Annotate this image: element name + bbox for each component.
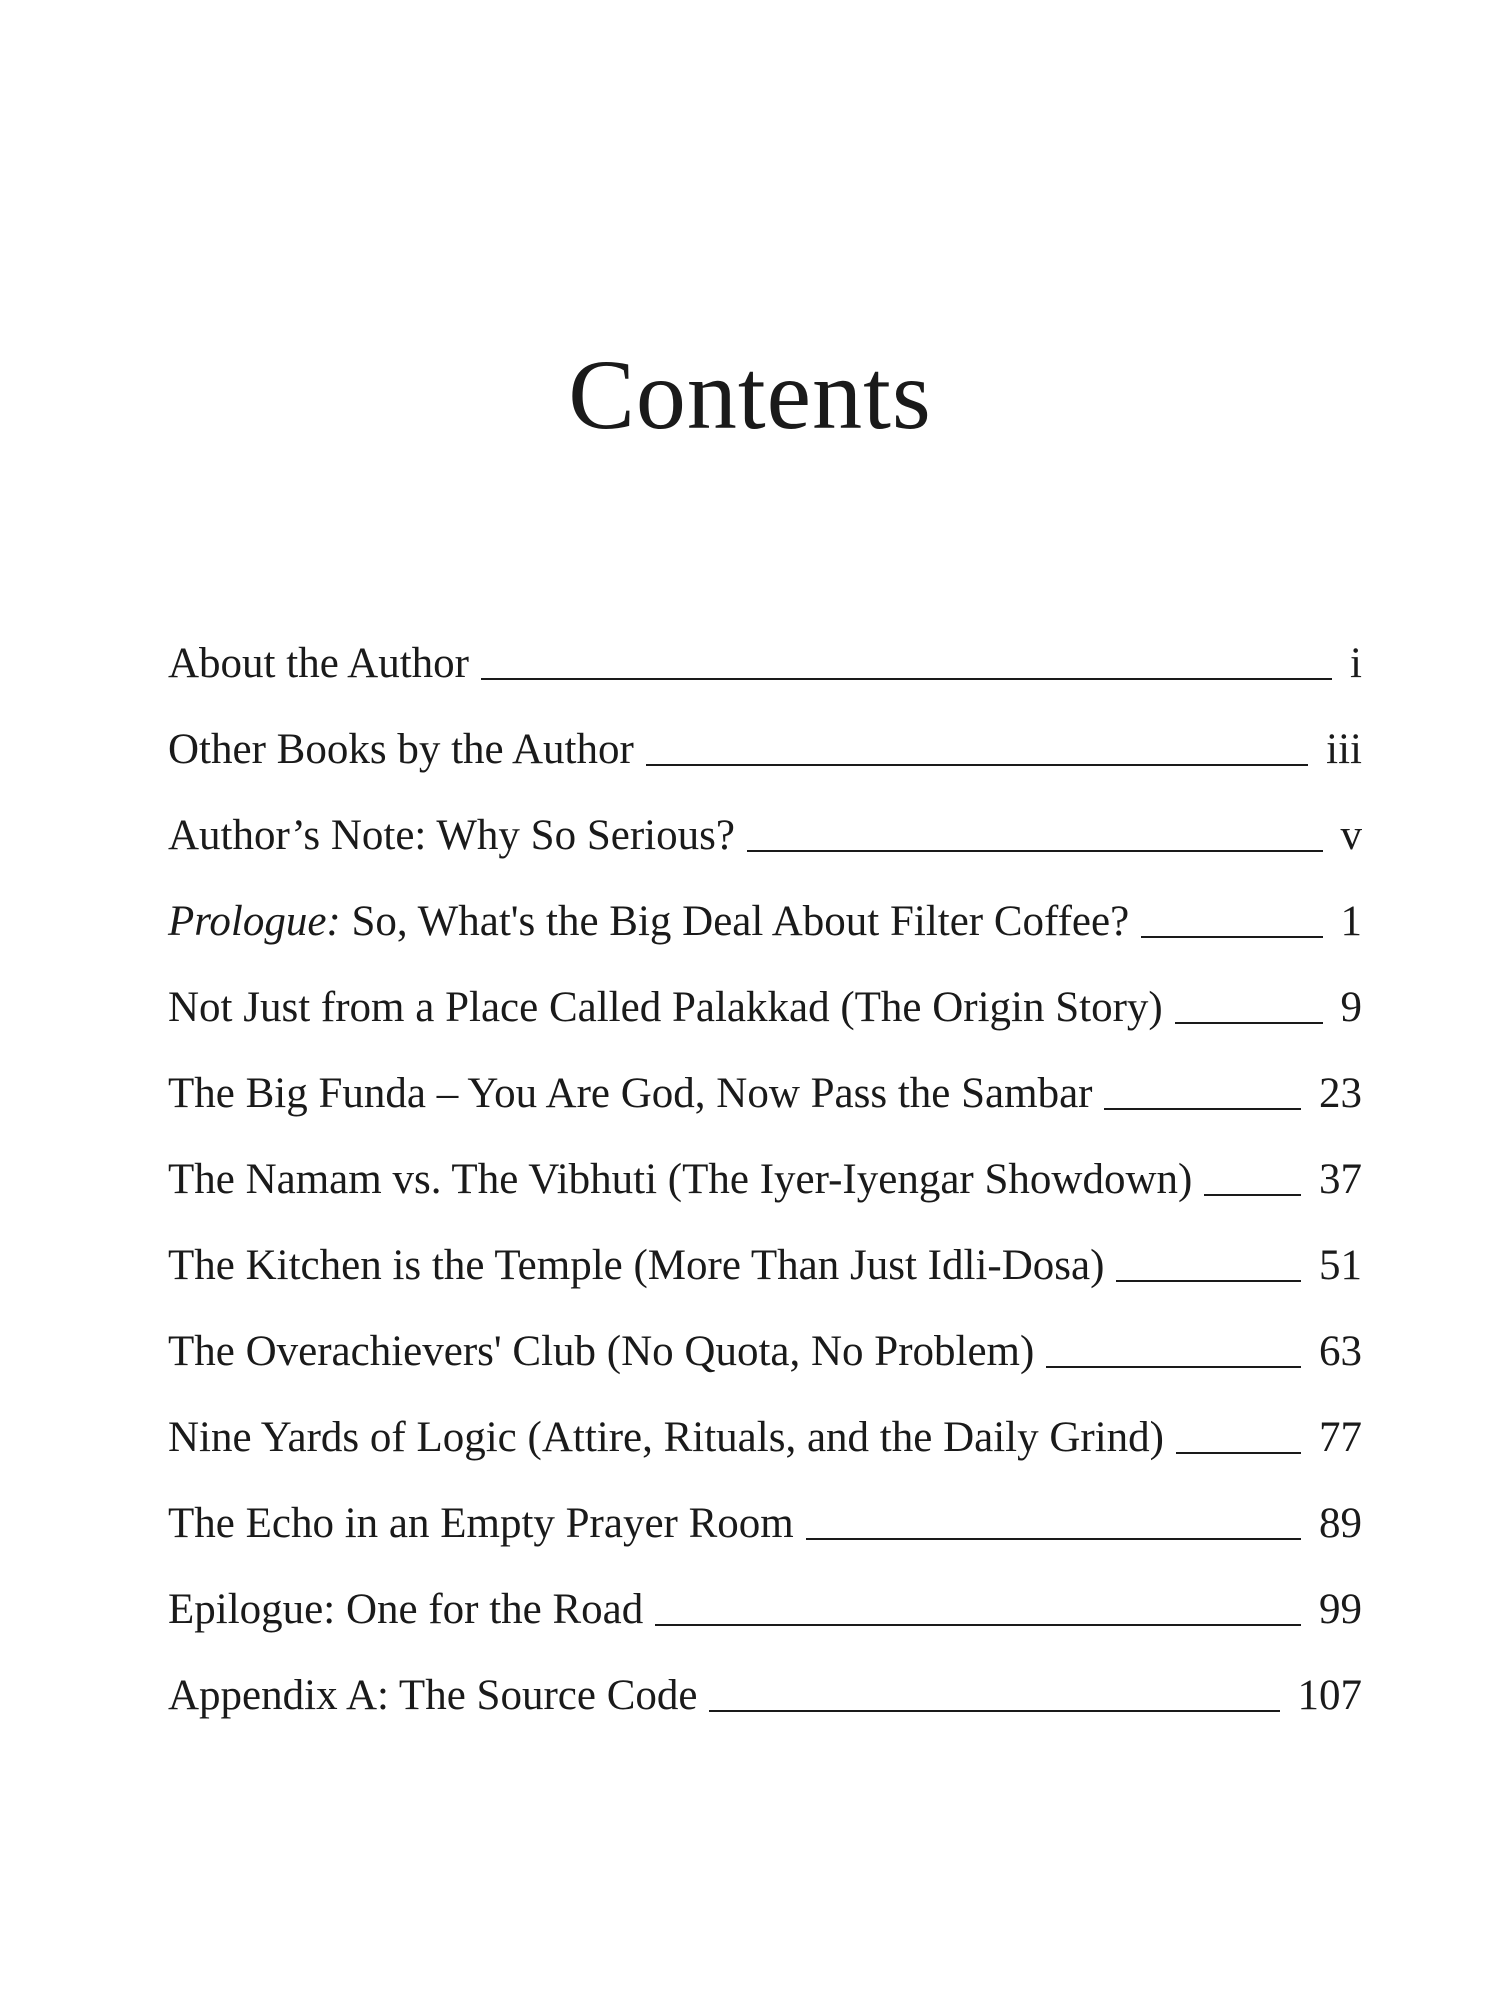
toc-entry-title-text: The Echo in an Empty Prayer Room [168, 1500, 794, 1547]
toc-leader-line [1176, 1451, 1301, 1454]
toc-entry-page: 37 [1319, 1156, 1362, 1203]
toc-entry-title-text: About the Author [168, 640, 469, 687]
toc-entry-epilogue[interactable] [168, 1550, 1362, 1636]
toc-entry-title [168, 1068, 1092, 1120]
toc-leader-line [655, 1623, 1301, 1626]
toc-entry-about-the-author[interactable] [168, 604, 1362, 690]
toc-entry-page: iii [1326, 726, 1362, 773]
toc-entry-title [168, 1154, 1192, 1206]
toc-entry-title [168, 1326, 1034, 1378]
toc-entry-title [168, 810, 735, 862]
toc-entry-page: 77 [1319, 1414, 1362, 1461]
page-title: Contents [568, 339, 932, 450]
toc-leader-line [1116, 1279, 1301, 1282]
toc-entry-title-text: The Big Funda – You Are God, Now Pass the Sambar [168, 1070, 1093, 1117]
toc-entry-page: 51 [1319, 1242, 1362, 1289]
toc-entry-appendix-a[interactable] [168, 1636, 1362, 1722]
toc-entry-title [168, 1240, 1104, 1292]
toc-leader-line [747, 849, 1323, 852]
toc-entry-title-text: Other Books by the Author [168, 726, 634, 773]
toc-entry-title-text: The Kitchen is the Temple (More Than Just Idli-Dosa) [168, 1242, 1105, 1289]
toc-entry-title-text: Nine Yards of Logic (Attire, Rituals, and the Daily Grind) [168, 1414, 1164, 1461]
toc-entry-title-text: Epilogue: One for the Road [168, 1586, 644, 1633]
toc-entry-title [168, 1498, 794, 1550]
toc-entry-page: 9 [1340, 984, 1362, 1031]
toc-leader-line [1175, 1021, 1323, 1024]
toc-leader-line [1046, 1365, 1301, 1368]
toc-entry-authors-note[interactable] [168, 776, 1362, 862]
toc-entry-title [168, 638, 469, 690]
toc-entry-title [168, 1584, 643, 1636]
toc-entry-page: 63 [1319, 1328, 1362, 1375]
toc-entry-origin-story[interactable] [168, 948, 1362, 1034]
toc-entry-other-books[interactable] [168, 690, 1362, 776]
toc-entry-title-text: So, What's the Big Deal About Filter Coffee? [340, 898, 1130, 945]
toc-leader-line [709, 1709, 1279, 1712]
toc-entry-title-text: The Namam vs. The Vibhuti (The Iyer-Iyengar Showdown) [168, 1156, 1193, 1203]
toc-entry-page: 107 [1297, 1672, 1362, 1719]
toc-leader-line [1141, 935, 1322, 938]
toc-entry-title-text: Appendix A: The Source Code [168, 1672, 698, 1719]
toc-entry-prefix: Prologue: [168, 898, 341, 945]
toc-entry-title [168, 982, 1163, 1034]
toc-entry-kitchen-temple[interactable] [168, 1206, 1362, 1292]
toc-leader-line [481, 677, 1332, 680]
toc-entry-page: v [1340, 812, 1362, 859]
toc-entry-title [168, 896, 1129, 948]
table-of-contents [168, 604, 1362, 1722]
toc-entry-title [168, 724, 634, 776]
toc-entry-title-text: Author’s Note: Why So Serious? [168, 812, 735, 859]
toc-entry-title [168, 1412, 1164, 1464]
toc-entry-page: 99 [1319, 1586, 1362, 1633]
toc-entry-page: 23 [1319, 1070, 1362, 1117]
toc-entry-nine-yards[interactable] [168, 1378, 1362, 1464]
toc-entry-title-text: The Overachievers' Club (No Quota, No Problem) [168, 1328, 1035, 1375]
toc-entry-title-text: Not Just from a Place Called Palakkad (The Origin Story) [168, 984, 1163, 1031]
toc-entry-title [168, 1670, 697, 1722]
toc-entry-page: 1 [1340, 898, 1362, 945]
toc-entry-big-funda[interactable] [168, 1034, 1362, 1120]
toc-leader-line [806, 1537, 1301, 1540]
toc-entry-prologue[interactable] [168, 862, 1362, 948]
toc-entry-page: i [1350, 640, 1362, 687]
toc-entry-overachievers-club[interactable] [168, 1292, 1362, 1378]
toc-entry-page: 89 [1319, 1500, 1362, 1547]
toc-leader-line [1104, 1107, 1301, 1110]
toc-leader-line [646, 763, 1308, 766]
toc-entry-namam-vs-vibhuti[interactable] [168, 1120, 1362, 1206]
toc-leader-line [1204, 1193, 1301, 1196]
toc-entry-echo-prayer-room[interactable] [168, 1464, 1362, 1550]
